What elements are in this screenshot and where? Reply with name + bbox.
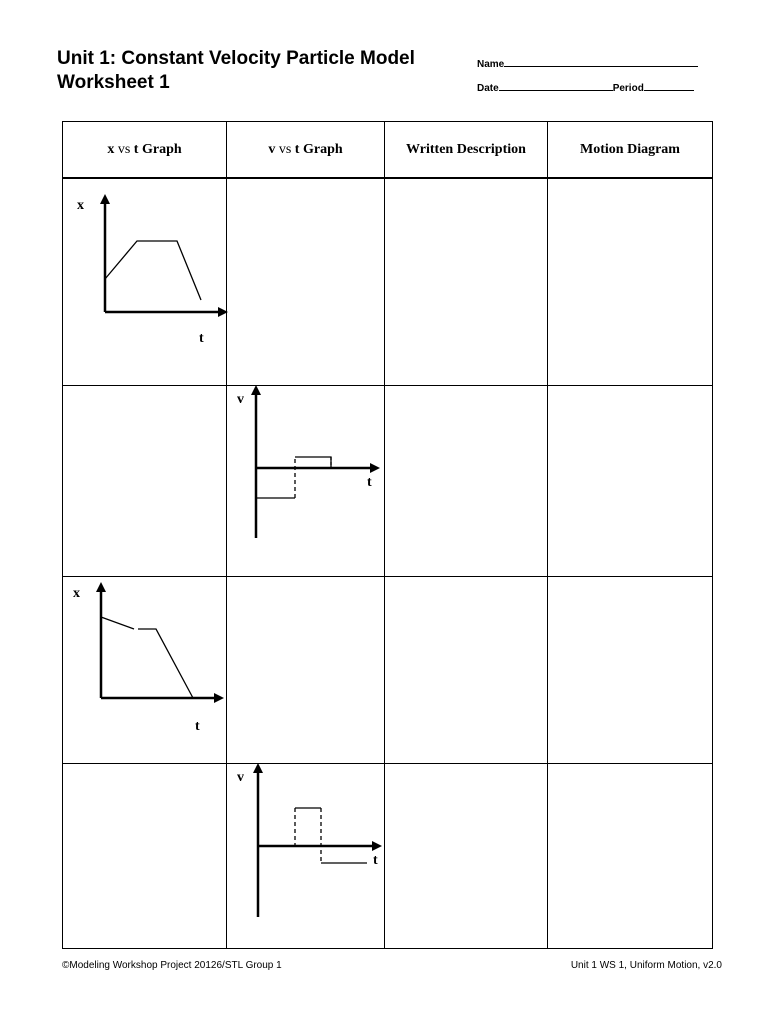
name-label: Name — [477, 59, 505, 70]
position-segment-1 — [101, 617, 134, 629]
worksheet-title — [57, 47, 415, 95]
col-header-v-vs-t: v vs t Graph — [227, 122, 385, 179]
table-row — [63, 386, 713, 577]
period-label: Period — [612, 83, 644, 94]
date-blank[interactable] — [499, 80, 613, 91]
motion-diagram-cell[interactable] — [548, 178, 713, 386]
t-axis-label: t — [199, 331, 204, 346]
position-segment-2 — [138, 629, 193, 698]
v-t-graph-cell[interactable] — [227, 577, 385, 764]
col-header-written-description: Written Description — [385, 122, 548, 179]
date-label: Date — [477, 83, 499, 94]
header-row — [63, 122, 713, 179]
written-description-cell[interactable] — [385, 764, 548, 949]
x-t-graph-cell — [63, 178, 227, 386]
position-curve — [105, 241, 201, 300]
table-row — [63, 764, 713, 949]
v-t-graph-cell — [227, 764, 385, 949]
x-axis-label: x — [77, 198, 84, 213]
title-line-1: Unit 1: Constant Velocity Particle Model — [57, 48, 415, 69]
t-axis-label: t — [367, 475, 372, 490]
v-t-graph-cell — [227, 386, 385, 577]
v-t-graph-cell[interactable] — [227, 178, 385, 386]
col-header-motion-diagram: Motion Diagram — [548, 122, 713, 179]
date-period-row — [477, 80, 694, 94]
col-header-x-vs-t: x vs t Graph — [63, 122, 227, 179]
title-line-2: Worksheet 1 — [57, 72, 170, 93]
v-t-graph-2 — [227, 386, 385, 576]
t-axis-label: t — [373, 853, 378, 868]
period-blank[interactable] — [644, 80, 694, 91]
velocity-segment-positive — [295, 457, 331, 468]
motion-diagram-cell[interactable] — [548, 764, 713, 949]
motion-diagram-cell[interactable] — [548, 577, 713, 764]
name-field[interactable] — [477, 56, 698, 70]
v-axis-label: v — [237, 392, 244, 407]
t-axis-label: t — [195, 719, 200, 734]
table-row — [63, 178, 713, 386]
written-description-cell[interactable] — [385, 386, 548, 577]
motion-diagram-cell[interactable] — [548, 386, 713, 577]
x-t-graph-1 — [63, 179, 227, 385]
v-t-graph-4 — [227, 764, 385, 948]
name-blank[interactable] — [504, 56, 698, 67]
x-axis-label: x — [73, 586, 80, 601]
written-description-cell[interactable] — [385, 577, 548, 764]
table-row — [63, 577, 713, 764]
v-axis-label: v — [237, 770, 244, 785]
x-t-graph-cell[interactable] — [63, 764, 227, 949]
written-description-cell[interactable] — [385, 178, 548, 386]
x-t-graph-cell[interactable] — [63, 386, 227, 577]
footer-version: Unit 1 WS 1, Uniform Motion, v2.0 — [570, 960, 722, 971]
x-t-graph-3 — [63, 577, 227, 763]
x-t-graph-cell — [63, 577, 227, 764]
footer-copyright: ©Modeling Workshop Project 20126/STL Group 1 — [62, 960, 282, 971]
worksheet-table — [62, 121, 713, 949]
